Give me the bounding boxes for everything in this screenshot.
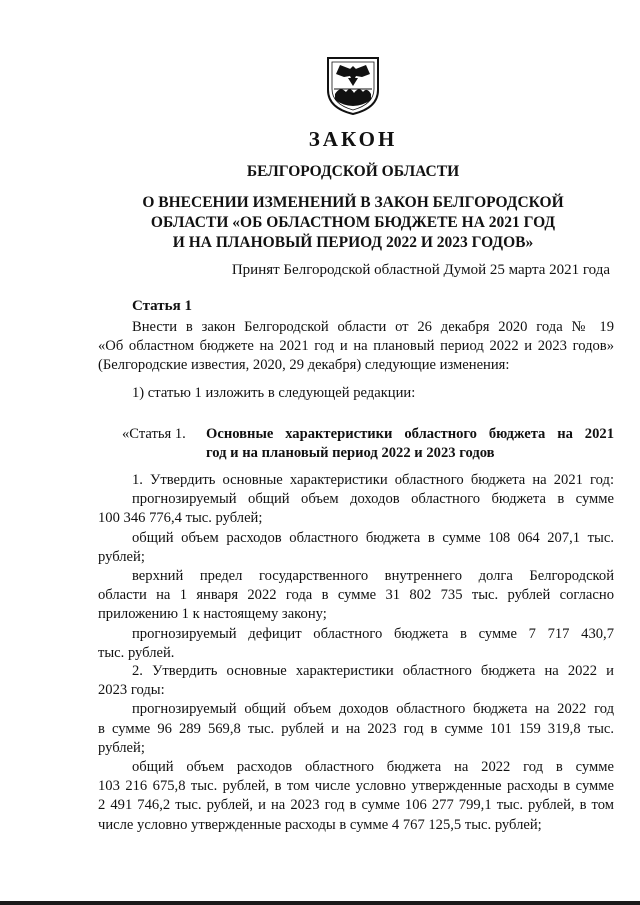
text-line: в сумме 96 289 569,8 тыс. рублей и на 2023 год в сумме 101 159 319,8 тыс. (98, 720, 614, 737)
heading-line: О ВНЕСЕНИИ ИЗМЕНЕНИЙ В ЗАКОН БЕЛГОРОДСКОЙ (142, 194, 564, 211)
text-line: 103 216 675,8 тыс. рублей, в том числе условно утвержденные расходы в сумме (98, 778, 614, 795)
text-line: рублей; (98, 739, 145, 756)
text-line: прогнозируемый общий объем доходов областного бюджета в сумме (132, 491, 614, 508)
adoption-note: Принят Белгородской областной Думой 25 марта 2021 года (231, 262, 610, 278)
intro-paragraph (98, 318, 614, 376)
law-heading (120, 193, 586, 253)
text-line: 1. Утвердить основные характеристики областного бюджета на 2021 год: (132, 472, 614, 488)
text-line: числе условно утвержденные расходы в сумме 4 767 125,5 тыс. рублей; (98, 816, 542, 833)
text-line: 100 346 776,4 тыс. рублей; (98, 510, 263, 527)
law-title: ЗАКОН (308, 127, 398, 151)
text-line: (Белгородские известия, 2020, 29 декабря) следующие изменения: (98, 357, 510, 374)
paragraph-2 (98, 662, 614, 835)
scan-edge (0, 901, 640, 905)
text-line: 2. Утвердить основные характеристики областного бюджета на 2022 и (132, 663, 614, 679)
heading-line: ОБЛАСТИ «ОБ ОБЛАСТНОМ БЮДЖЕТЕ НА 2021 ГОД (150, 214, 556, 231)
text-line: рублей; (98, 548, 145, 565)
text-line: «Об областном бюджете на 2021 год и на плановый период 2022 и 2023 годов» (98, 338, 614, 355)
paragraph-1 (98, 471, 614, 663)
text-line: тыс. рублей. (98, 644, 175, 661)
heading-line: И НА ПЛАНОВЫЙ ПЕРИОД 2022 И 2023 ГОДОВ» (172, 234, 534, 251)
region-subtitle: БЕЛГОРОДСКОЙ ОБЛАСТИ (246, 163, 460, 180)
coat-of-arms-emblem (326, 56, 380, 116)
text-line: прогнозируемый общий объем доходов областного бюджета на 2022 год (132, 701, 614, 718)
item-1 (98, 384, 614, 403)
text-line: 1) статью 1 изложить в следующей редакции: (132, 385, 416, 401)
text-line: приложению 1 к настоящему закону; (98, 606, 327, 623)
quoted-title-line: Основные характеристики областного бюджета на 2021 (206, 426, 614, 442)
text-line: общий объем расходов областного бюджета в сумме 108 064 207,1 тыс. (132, 529, 614, 546)
text-line: Внести в закон Белгородской области от 26 декабря 2020 года № 19 (132, 319, 614, 335)
text-line: общий объем расходов областного бюджета на 2022 год в сумме (132, 759, 614, 776)
text-line: области на 1 января 2022 года в сумме 31 802 735 тыс. рублей согласно (98, 587, 614, 604)
text-line: верхний предел государственного внутреннего долга Белгородской (132, 568, 614, 585)
text-line: 2 491 746,2 тыс. рублей, и на 2023 год в сумме 106 277 799,1 тыс. рублей, в том (98, 797, 614, 814)
text-line: 2023 годы: (98, 682, 165, 699)
article-1-title: Статья 1 (132, 298, 192, 314)
quoted-title-line: год и на плановый период 2022 и 2023 годов (206, 445, 495, 461)
quoted-article-label: «Статья 1. (122, 426, 186, 442)
text-line: прогнозируемый дефицит областного бюджета в сумме 7 717 430,7 (132, 625, 614, 642)
